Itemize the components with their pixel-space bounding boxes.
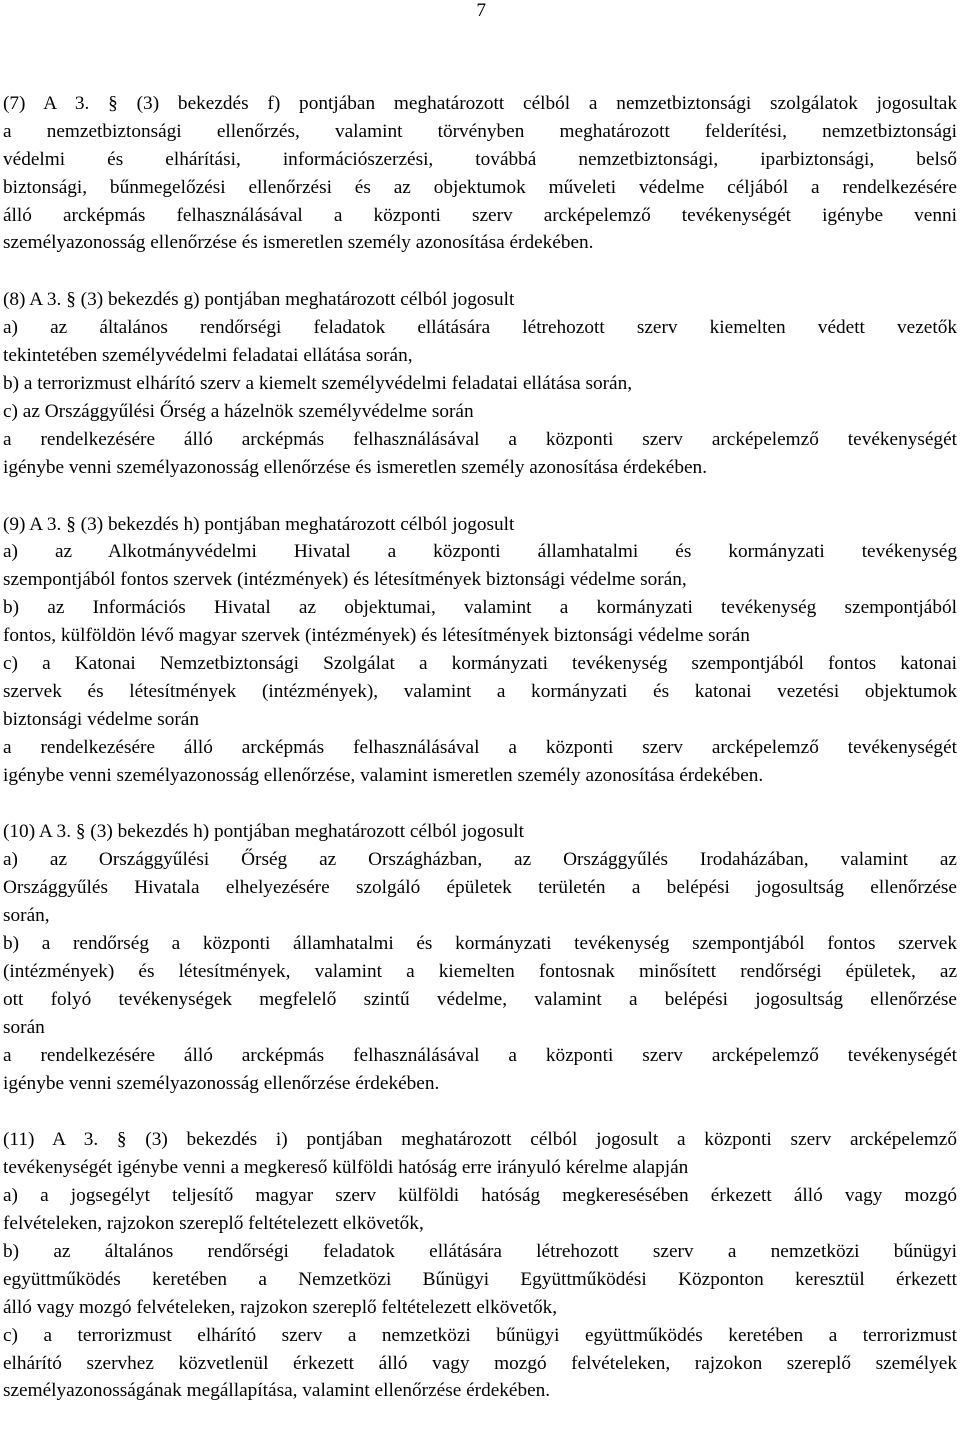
text-line: a rendelkezésére álló arcképmás felhasználásával a központi szerv arcképelemző tevékenységét [3,736,957,758]
text-line: védelmi és elhárítási, információszerzési, továbbá nemzetbiztonsági, iparbiztonsági, belső [3,148,957,170]
text-line: személyazonosság ellenőrzése és ismeretlen személy azonosítása érdekében. [3,232,594,254]
text-line: (intézmények) és létesítmények, valamint a kiemelten fontosnak minősített rendőrségi épületek, az [3,960,957,982]
text-line: tekintetében személyvédelmi feladatai ellátása során, [3,345,413,367]
document-body [3,90,957,1434]
text-line: ott folyó tevékenységek megfelelő szintű védelme, valamint a belépési jogosultság ellenőrzése [3,988,957,1010]
text-line: igénybe venni személyazonosság ellenőrzése érdekében. [3,1072,440,1094]
text-line: (11) A 3. § (3) bekezdés i) pontjában meghatározott célból jogosult a központi szerv arcképelemző [3,1129,957,1151]
text-line: (10) A 3. § (3) bekezdés h) pontjában meghatározott célból jogosult [3,821,524,843]
text-line: c) az Országgyűlési Őrség a házelnök személyvédelme során [3,400,474,422]
text-line: a rendelkezésére álló arcképmás felhasználásával a központi szerv arcképelemző tevékenységét [3,428,957,450]
text-line: b) az Információs Hivatal az objektumai, valamint a kormányzati tevékenység szempontjából [3,597,957,619]
paragraph-p8 [3,286,957,481]
text-line: a) az Alkotmányvédelmi Hivatal a központi államhatalmi és kormányzati tevékenység [3,541,957,563]
text-line: álló vagy mozgó felvételeken, rajzokon szereplő feltételezett elkövetők, [3,1296,558,1318]
text-line: álló arcképmás felhasználásával a központi szerv arcképelemző tevékenységét igénybe venni [3,204,957,226]
text-line: igénybe venni személyazonosság ellenőrzése és ismeretlen személy azonosítása érdekében. [3,456,708,478]
text-line: fontos, külföldön lévő magyar szervek (intézmények) és létesítmények biztonsági védelme során [3,625,750,647]
paragraph-p9 [3,511,957,790]
text-line: elhárító szervhez közvetlenül érkezett álló vagy mozgó felvételeken, rajzokon szereplő személyek [3,1352,957,1374]
text-line: együttműködés keretében a Nemzetközi Bűnügyi Együttműködési Központon keresztül érkezett [3,1268,957,1290]
text-line: (8) A 3. § (3) bekezdés g) pontjában meghatározott célból jogosult [3,289,515,311]
text-line: a) a jogsegélyt teljesítő magyar szerv külföldi hatóság megkeresésében érkezett álló vagy mozgó [3,1185,957,1207]
text-line: a rendelkezésére álló arcképmás felhasználásával a központi szerv arcképelemző tevékenységét [3,1044,957,1066]
text-line: szervek és létesítmények (intézmények), valamint a kormányzati és katonai vezetési objektumok [3,680,957,702]
text-line: biztonsági, bűnmegelőzési ellenőrzési és az objektumok műveleti védelme céljából a rendelkezésére [3,176,957,198]
text-line: tevékenységét igénybe venni a megkereső külföldi hatóság erre irányuló kérelme alapján [3,1157,689,1179]
text-line: személyazonosságának megállapítása, valamint ellenőrzése érdekében. [3,1380,551,1402]
text-line: biztonsági védelme során [3,708,199,730]
text-line: során [3,1016,45,1038]
paragraph-p10 [3,818,957,1097]
text-line: c) a terrorizmust elhárító szerv a nemzetközi bűnügyi együttműködés keretében a terrorizmust [3,1324,957,1346]
text-line: b) az általános rendőrségi feladatok ellátására létrehozott szerv a nemzetközi bűnügyi [3,1240,957,1262]
text-line: felvételeken, rajzokon szereplő feltételezett elkövetők, [3,1213,424,1235]
text-line: b) a rendőrség a központi államhatalmi és kormányzati tevékenység szempontjából fontos szervek [3,933,957,955]
text-line: a) az általános rendőrségi feladatok ellátására létrehozott szerv kiemelten védett vezetők [3,317,957,339]
paragraph-p11 [3,1126,957,1405]
text-line: a nemzetbiztonsági ellenőrzés, valamint törvényben meghatározott felderítési, nemzetbiztonsági [3,120,957,142]
text-line: igénybe venni személyazonosság ellenőrzése, valamint ismeretlen személy azonosítása érdekében. [3,764,764,786]
text-line: (9) A 3. § (3) bekezdés h) pontjában meghatározott célból jogosult [3,513,515,535]
text-line: szempontjából fontos szervek (intézmények) és létesítmények biztonsági védelme során, [3,569,687,591]
page-number: 7 [476,0,486,21]
paragraph-p7 [3,90,957,257]
text-line: a) az Országgyűlési Őrség az Országházban, az Országgyűlés Irodaházában, valamint az [3,849,957,871]
text-line: b) a terrorizmust elhárító szerv a kiemelt személyvédelmi feladatai ellátása során, [3,373,633,395]
text-line: során, [3,905,50,927]
text-line: (7) A 3. § (3) bekezdés f) pontjában meghatározott célból a nemzetbiztonsági szolgálatok jogosultak [3,93,957,114]
text-line: Országgyűlés Hivatala elhelyezésére szolgáló épületek területén a belépési jogosultság ellenőrzése [3,877,957,899]
text-line: c) a Katonai Nemzetbiztonsági Szolgálat a kormányzati tevékenység szempontjából fontos katonai [3,653,957,675]
